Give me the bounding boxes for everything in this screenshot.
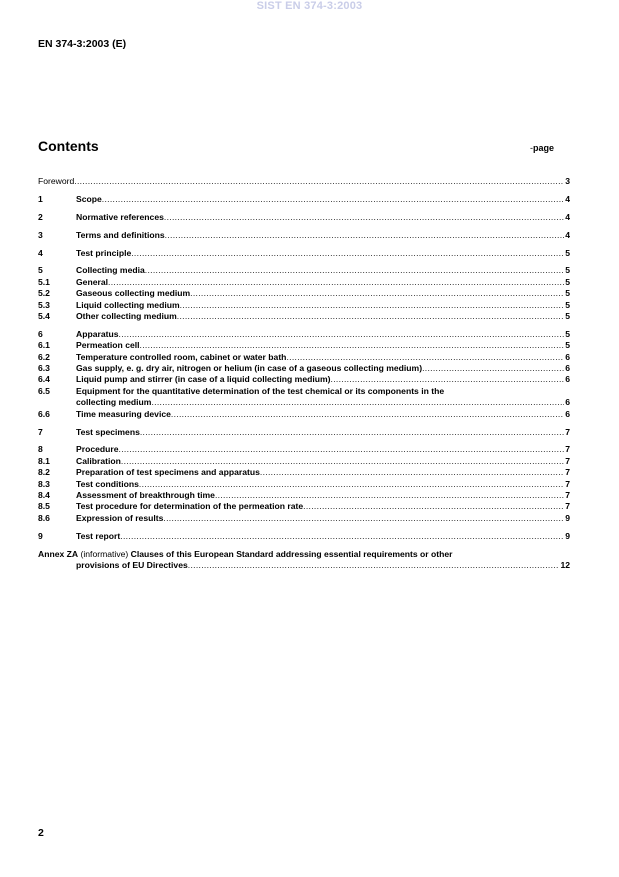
toc-number: 6.3 [38,363,50,374]
toc-page: 5 [565,247,570,258]
toc-entry-6-5[interactable] [38,386,570,397]
toc-number: Annex ZA [38,548,79,559]
document-id: EN 374-3:2003 (E) [38,38,127,50]
toc-number: 8.6 [38,512,50,523]
toc-page: 7 [565,478,570,489]
toc-title: Test principle [76,247,132,258]
toc-number: 1 [38,193,43,204]
toc-entry-annex-za[interactable] [38,549,570,560]
toc-entry-5-4[interactable] [38,311,570,322]
toc-number: 2 [38,211,43,222]
page-column-label: -page [530,143,555,153]
toc-entry-7[interactable] [38,427,570,438]
toc-title: Test specimens [76,426,140,437]
toc-page: 9 [565,530,570,541]
toc-page: 5 [565,340,570,351]
toc-title: Clauses of this European Standard addressing essential requirements or other [130,548,453,559]
toc-entry-8-6[interactable] [38,513,570,524]
toc-page: 5 [565,328,570,339]
toc-page: 6 [565,397,570,408]
toc-number: 5.3 [38,299,50,310]
toc-title: collecting medium [76,397,152,408]
table-of-contents [38,176,570,571]
toc-number: 6.2 [38,351,50,362]
toc-page: 7 [565,501,570,512]
toc-entry-4[interactable] [38,248,570,259]
toc-page: 7 [565,444,570,455]
toc-entry-6-1[interactable] [38,340,570,351]
toc-page: 7 [565,489,570,500]
toc-page: 3 [565,176,570,186]
toc-title: Permeation cell [76,340,140,351]
toc-number: 8 [38,444,43,455]
toc-title: Test report [76,530,121,541]
toc-number: 6 [38,328,43,339]
toc-title: Collecting media [76,265,145,276]
toc-number: 8.3 [38,478,50,489]
toc-entry-6-2[interactable] [38,352,570,363]
toc-page: 4 [565,211,570,222]
toc-entry-8-5[interactable] [38,501,570,512]
toc-page: 7 [565,426,570,437]
toc-page: 6 [565,363,570,374]
toc-page: 4 [565,193,570,204]
toc-entry-8-2[interactable] [38,467,570,478]
toc-entry-8-3[interactable] [38,479,570,490]
toc-number: 3 [38,229,43,240]
toc-title: Liquid pump and stirrer (in case of a liquid collecting medium) [76,374,331,385]
toc-page: 5 [565,288,570,299]
toc-title: Time measuring device [76,408,171,419]
toc-entry-8[interactable] [38,444,570,455]
toc-annex-type: (informative) [80,548,129,559]
toc-title: Gaseous collecting medium [76,288,191,299]
toc-number: 4 [38,247,43,258]
toc-title: Gas supply, e. g. dry air, nitrogen or helium (in case of a gaseous collecting medium) [76,363,423,374]
toc-page: 12 [560,559,570,570]
toc-title: Scope [76,193,102,204]
toc-page: 7 [565,455,570,466]
toc-page: 6 [565,374,570,385]
toc-number: 6.1 [38,340,50,351]
toc-page: 4 [565,229,570,240]
toc-title: Terms and definitions [76,229,165,240]
toc-entry-3[interactable] [38,230,570,241]
toc-number: 8.2 [38,467,50,478]
toc-entry-6[interactable] [38,329,570,340]
toc-page: 7 [565,467,570,478]
toc-entry-2[interactable] [38,212,570,223]
toc-entry-6-6[interactable] [38,409,570,420]
toc-entry-9[interactable] [38,531,570,542]
toc-page: 6 [565,351,570,362]
toc-entry-5-1[interactable] [38,277,570,288]
toc-entry-5-2[interactable] [38,288,570,299]
toc-title: Procedure [76,444,119,455]
toc-title: Assessment of breakthrough time [76,489,215,500]
toc-page: 5 [565,276,570,287]
toc-title: Test procedure for determination of the permeation rate [76,501,304,512]
toc-entry-8-1[interactable] [38,456,570,467]
toc-number: 7 [38,426,43,437]
toc-number: 5 [38,265,43,276]
toc-page: 5 [565,299,570,310]
toc-number: 5.4 [38,311,50,321]
toc-number: 8.1 [38,455,50,466]
toc-number: 6.5 [38,385,50,396]
toc-entry-6-3[interactable] [38,363,570,374]
toc-title: provisions of EU Directives [76,559,188,570]
toc-title: Calibration [76,455,121,466]
toc-title: Other collecting medium [76,311,177,321]
toc-title: Expression of results [76,512,164,523]
toc-title: General [76,276,109,287]
toc-title: Preparation of test specimens and apparatus [76,467,260,478]
toc-number: 8.5 [38,501,50,512]
toc-number: 9 [38,530,43,541]
toc-entry-6-5-continued[interactable] [38,397,570,408]
toc-page: 9 [565,512,570,523]
toc-entry-6-4[interactable] [38,374,570,385]
page-number: 2 [38,827,44,839]
toc-entry-5-3[interactable] [38,300,570,311]
toc-title: Liquid collecting medium [76,299,180,310]
toc-entry-foreword[interactable] [38,176,570,187]
contents-title: Contents [38,138,99,154]
toc-title: Equipment for the quantitative determination of the test chemical or its components in the [76,385,445,396]
toc-title: Apparatus [76,328,119,339]
toc-page: 5 [565,311,570,321]
toc-page: 6 [565,408,570,419]
toc-title: Foreword [38,176,75,186]
toc-number: 6.4 [38,374,50,385]
toc-title: Normative references [76,211,164,222]
toc-entry-annex-za-continued[interactable] [38,560,570,571]
watermark: SIST EN 374-3:2003 [256,0,363,12]
toc-entry-5[interactable] [38,265,570,276]
toc-number: 5.1 [38,276,50,287]
toc-title: Temperature controlled room, cabinet or water bath [76,351,287,362]
toc-number: 5.2 [38,288,50,299]
toc-title: Test conditions [76,478,139,489]
toc-number: 8.4 [38,489,50,500]
toc-page: 5 [565,265,570,276]
toc-number: 6.6 [38,408,50,419]
toc-entry-1[interactable] [38,194,570,205]
toc-entry-8-4[interactable] [38,490,570,501]
